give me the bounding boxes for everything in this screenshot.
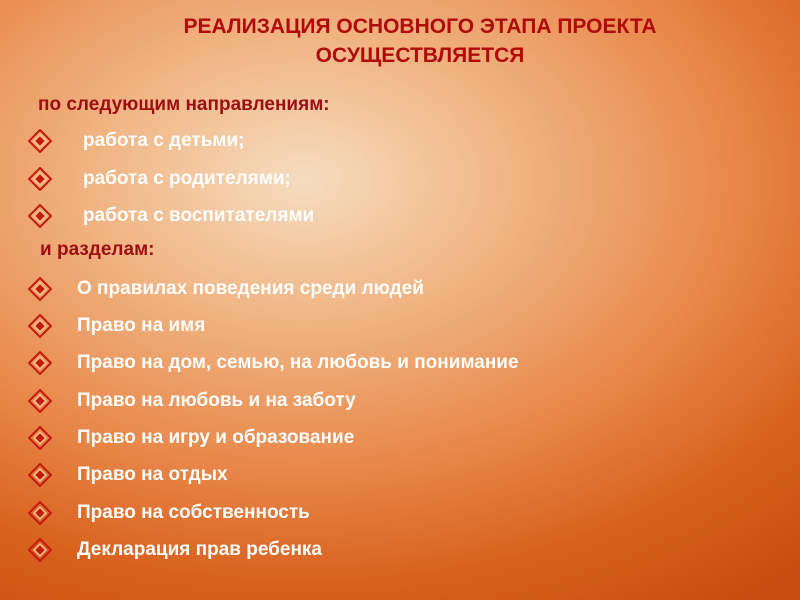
- section-item: [28, 499, 728, 527]
- section-item: [28, 312, 728, 340]
- direction-item: [28, 165, 728, 193]
- direction-item-label: работа с воспитателями: [83, 205, 315, 226]
- directions-intro: по следующим направлениям:: [38, 94, 330, 115]
- ornament-diamond-icon: [28, 463, 52, 487]
- section-item-label: Декларация прав ребенка: [77, 539, 322, 560]
- ornament-diamond-icon: [28, 167, 52, 191]
- direction-item: [28, 202, 728, 230]
- ornament-diamond-icon: [28, 389, 52, 413]
- section-item-label: Право на собственность: [77, 502, 310, 523]
- ornament-diamond-icon: [28, 426, 52, 450]
- slide-title: [60, 12, 780, 70]
- section-item: [28, 275, 728, 303]
- section-item-label: Право на дом, семью, на любовь и понимание: [77, 352, 519, 373]
- ornament-diamond-icon: [28, 501, 52, 525]
- ornament-diamond-icon: [28, 314, 52, 338]
- section-item: [28, 349, 728, 377]
- section-item-label: Право на любовь и на заботу: [77, 390, 356, 411]
- section-item: [28, 536, 728, 564]
- ornament-diamond-icon: [28, 538, 52, 562]
- direction-item-label: работа с родителями;: [83, 168, 291, 189]
- section-item-label: Право на имя: [77, 315, 206, 336]
- ornament-diamond-icon: [28, 129, 52, 153]
- title-line-1: РЕАЛИЗАЦИЯ ОСНОВНОГО ЭТАПА ПРОЕКТА: [183, 15, 657, 38]
- section-item: [28, 424, 728, 452]
- title-line-2: ОСУЩЕСТВЛЯЕТСЯ: [315, 44, 525, 67]
- section-item-label: Право на отдых: [77, 464, 228, 485]
- sections-intro: и разделам:: [40, 239, 155, 260]
- ornament-diamond-icon: [28, 277, 52, 301]
- section-item: [28, 461, 728, 489]
- ornament-diamond-icon: [28, 351, 52, 375]
- section-item-label: О правилах поведения среди людей: [77, 278, 424, 299]
- section-item-label: Право на игру и образование: [77, 427, 355, 448]
- section-item: [28, 387, 728, 415]
- direction-item: [28, 127, 728, 155]
- direction-item-label: работа с детьми;: [83, 130, 245, 151]
- ornament-diamond-icon: [28, 204, 52, 228]
